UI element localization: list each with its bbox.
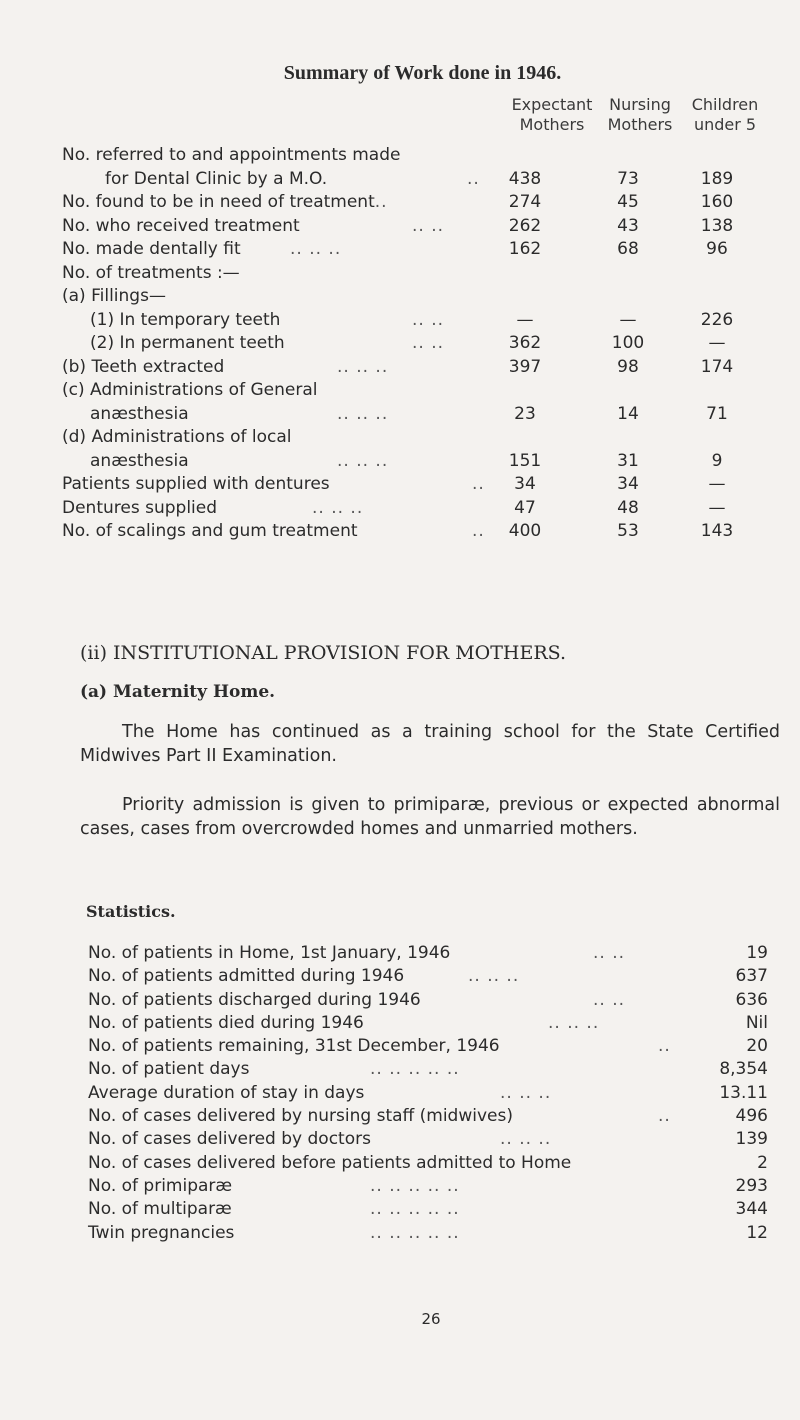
section-heading: (ii) INSTITUTIONAL PROVISION FOR MOTHERS.: [80, 642, 567, 664]
stat-value: 12: [746, 1222, 768, 1243]
stat-label: No. of patients in Home, 1st January, 1946 .. ..: [88, 943, 626, 963]
list-item: [0, 966, 800, 989]
cell-value: 96: [706, 239, 728, 259]
cell-value: 151: [508, 450, 542, 471]
table-row: [0, 451, 800, 475]
table-row: [0, 216, 800, 240]
maternity-home-heading: (a) Maternity Home.: [80, 682, 276, 702]
table-row: [0, 145, 800, 169]
table-row: [0, 474, 800, 498]
cell-value: 14: [617, 403, 639, 424]
cell-value: 274: [508, 192, 542, 212]
cell-value: 45: [617, 192, 639, 212]
table-row: [0, 498, 800, 522]
table-row: [0, 192, 800, 216]
stat-value: 293: [735, 1175, 768, 1196]
cell-value: 48: [617, 497, 639, 518]
stat-value: 13.11: [719, 1082, 768, 1103]
cell-value: 34: [514, 474, 536, 494]
row-label: (b) Teeth extracted .. .. ..: [62, 356, 389, 377]
stat-value: 636: [735, 989, 768, 1010]
row-label: No. found to be in need of treatment..: [62, 192, 388, 212]
stat-label: No. of cases delivered before patients admitted to Home: [88, 1152, 572, 1173]
stat-value: 139: [735, 1129, 768, 1150]
paragraph-training-school: The Home has continued as a training school for the State Certified Midwives Part II Examination.: [80, 722, 780, 766]
cell-value: 138: [700, 215, 734, 236]
stat-value: 344: [735, 1199, 768, 1220]
stat-value: 8,354: [719, 1059, 768, 1080]
row-label: No. of scalings and gum treatment ..: [62, 521, 485, 541]
list-item: [0, 1199, 800, 1222]
table-row: [0, 333, 800, 357]
stat-value: 496: [735, 1106, 768, 1127]
stat-label: Twin pregnancies .. .. .. .. ..: [88, 1222, 460, 1243]
statistics-list: [0, 943, 800, 1246]
summary-title: Summary of Work done in 1946.: [283, 62, 562, 84]
list-item: [0, 1083, 800, 1106]
stat-label: No. of multiparæ .. .. .. .. ..: [88, 1199, 460, 1220]
row-label: No. of treatments :—: [62, 262, 240, 283]
cell-value: —: [708, 474, 726, 494]
table-row: [0, 521, 800, 545]
row-label: No. made dentally fit .. .. ..: [62, 239, 342, 259]
list-item: [0, 1176, 800, 1199]
cell-value: 98: [617, 356, 639, 377]
cell-value: 262: [508, 215, 542, 236]
list-item: [0, 1036, 800, 1059]
cell-value: 226: [700, 309, 734, 330]
stat-label: No. of cases delivered by doctors .. .. ..: [88, 1129, 552, 1150]
cell-value: 143: [700, 521, 734, 541]
list-item: [0, 1129, 800, 1152]
cell-value: 397: [508, 356, 542, 377]
row-label: No. who received treatment .. ..: [62, 215, 445, 236]
cell-value: 162: [508, 239, 542, 259]
stat-label: No. of patient days .. .. .. .. ..: [88, 1059, 460, 1080]
cell-value: 34: [617, 474, 639, 494]
row-label: Patients supplied with dentures ..: [62, 474, 485, 494]
list-item: [0, 990, 800, 1013]
cell-value: 53: [617, 521, 639, 541]
table-row: [0, 357, 800, 381]
paragraph-priority-admission: Priority admission is given to primiparæ, previous or expected abnormal cases, cases from overcrowded homes and unmarried mothers.: [80, 795, 780, 839]
stat-value: 19: [746, 943, 768, 963]
cell-value: 43: [617, 215, 639, 236]
list-item: [0, 1153, 800, 1176]
cell-value: 160: [700, 192, 734, 212]
row-label: anæsthesia .. .. ..: [90, 450, 389, 471]
row-label: Dentures supplied .. .. ..: [62, 497, 364, 518]
row-label: for Dental Clinic by a M.O. ..: [105, 168, 480, 189]
row-label: No. referred to and appointments made: [62, 145, 401, 165]
cell-value: 362: [508, 333, 542, 353]
table-row: [0, 380, 800, 404]
row-label: (1) In temporary teeth .. ..: [90, 309, 445, 330]
table-row: [0, 169, 800, 193]
cell-value: 438: [508, 168, 542, 189]
stat-value: 637: [735, 966, 768, 987]
cell-value: 68: [617, 239, 639, 259]
cell-value: 47: [514, 497, 536, 518]
cell-value: —: [708, 497, 726, 518]
stat-value: 2: [757, 1152, 768, 1173]
cell-value: 400: [508, 521, 542, 541]
cell-value: —: [516, 309, 534, 330]
stat-label: No. of primiparæ .. .. .. .. ..: [88, 1175, 460, 1196]
cell-value: 174: [700, 356, 734, 377]
table-row: [0, 263, 800, 287]
column-header-children-under-5: Children under 5: [691, 95, 759, 134]
cell-value: 23: [514, 403, 536, 424]
list-item: [0, 1223, 800, 1246]
row-label: (a) Fillings—: [62, 286, 166, 306]
page-number: 26: [421, 1310, 441, 1328]
cell-value: 9: [711, 450, 723, 471]
cell-value: 31: [617, 450, 639, 471]
stat-label: No. of patients admitted during 1946 .. .. ..: [88, 966, 520, 987]
cell-value: —: [619, 309, 637, 330]
stat-label: Average duration of stay in days .. .. ..: [88, 1082, 552, 1103]
row-label: (d) Administrations of local: [62, 427, 292, 447]
stat-value: Nil: [745, 1012, 768, 1033]
cell-value: 189: [700, 168, 734, 189]
table-row: [0, 427, 800, 451]
row-label: (c) Administrations of General: [62, 380, 318, 400]
summary-table: [0, 145, 800, 545]
table-row: [0, 310, 800, 334]
row-label: (2) In permanent teeth .. ..: [90, 333, 445, 353]
stat-label: No. of patients died during 1946 .. .. ..: [88, 1012, 600, 1033]
column-header-expectant-mothers: Expectant Mothers: [511, 95, 593, 134]
table-row: [0, 286, 800, 310]
stat-label: No. of patients remaining, 31st December, 1946 ..: [88, 1036, 671, 1057]
list-item: [0, 1106, 800, 1129]
table-row: [0, 239, 800, 263]
stat-value: 20: [746, 1036, 768, 1057]
stat-label: No. of patients discharged during 1946 .. ..: [88, 989, 626, 1010]
statistics-heading: Statistics.: [86, 902, 176, 921]
cell-value: —: [708, 333, 726, 353]
list-item: [0, 943, 800, 966]
list-item: [0, 1059, 800, 1082]
cell-value: 100: [611, 333, 645, 353]
list-item: [0, 1013, 800, 1036]
cell-value: 71: [706, 403, 728, 424]
column-header-nursing-mothers: Nursing Mothers: [607, 95, 673, 134]
table-row: [0, 404, 800, 428]
cell-value: 73: [617, 168, 639, 189]
stat-label: No. of cases delivered by nursing staff (midwives) ..: [88, 1106, 671, 1127]
row-label: anæsthesia .. .. ..: [90, 403, 389, 424]
